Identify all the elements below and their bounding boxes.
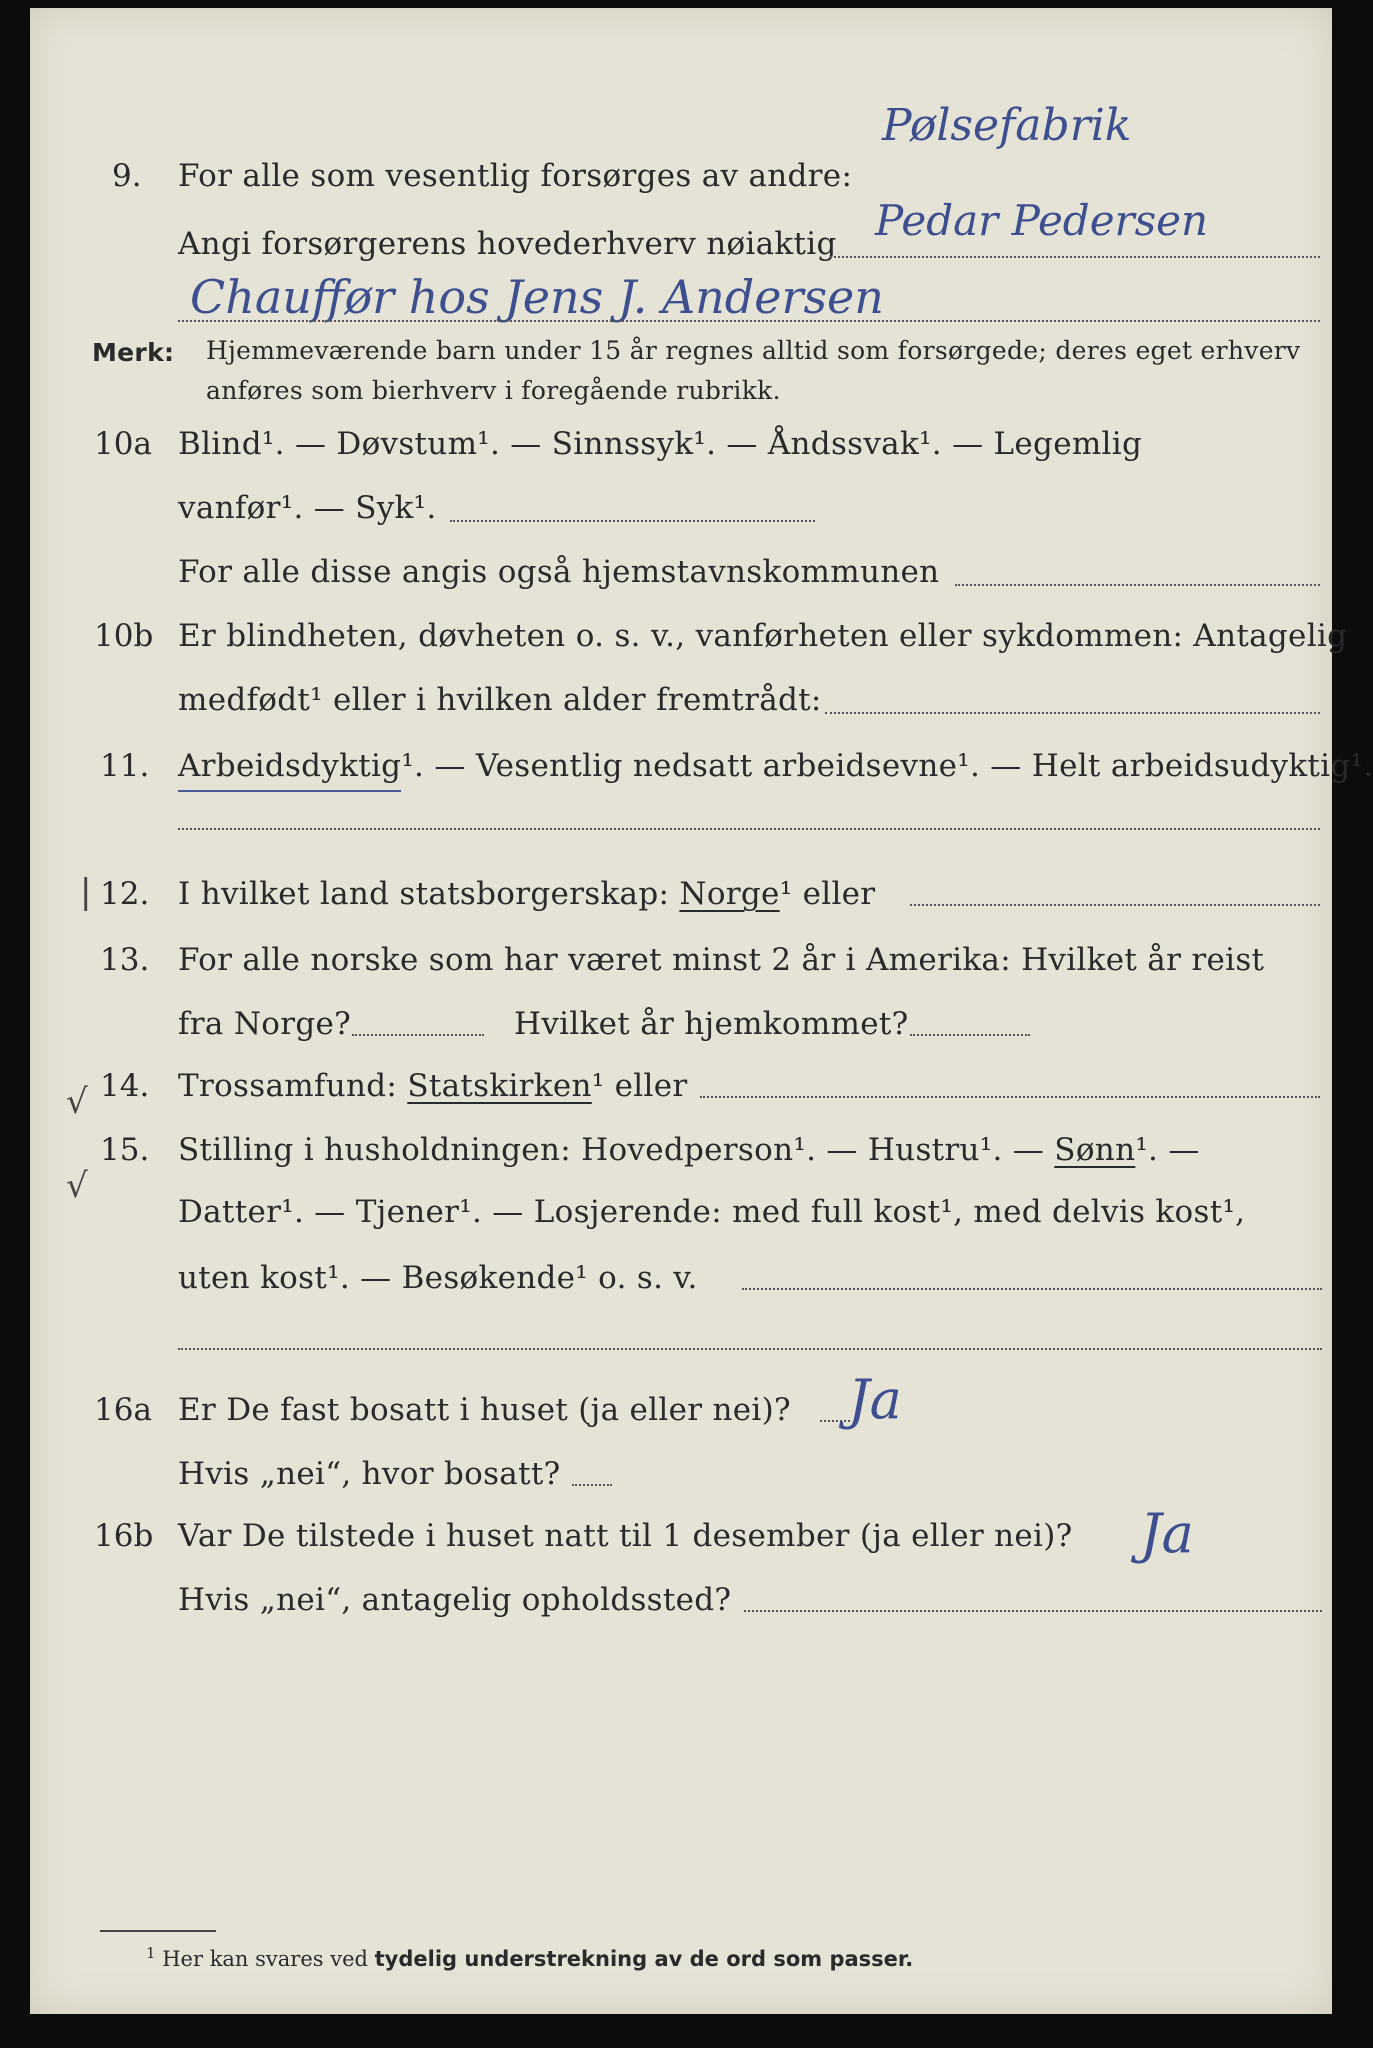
question-14-pre: Trossamfund:: [178, 1068, 398, 1104]
handwritten-occupation-top: Pølsefabrik: [882, 100, 1132, 151]
question-9-number: 9.: [112, 158, 142, 194]
question-15-line2: Datter¹. — Tjener¹. — Losjerende: med full kost¹, med delvis kost¹,: [178, 1194, 1246, 1230]
question-10a-line1: Blind¹. — Døvstum¹. — Sinnssyk¹. — Åndssvak¹. — Legemlig: [178, 426, 1143, 462]
question-9-dotted-line-2: [178, 320, 1320, 322]
question-13-line2b: Hvilket år hjemkommet?: [514, 1006, 909, 1042]
question-14-line: [178, 1068, 688, 1104]
question-12-post: ¹ eller: [779, 876, 876, 912]
question-11-number: 11.: [100, 748, 150, 784]
question-15-number: 15.: [100, 1132, 150, 1168]
question-10a-line2: vanfør¹. — Syk¹.: [178, 490, 437, 526]
question-10a-dotted-line: [450, 520, 815, 522]
question-10b-line2: medfødt¹ eller i hvilken alder fremtrådt:: [178, 682, 822, 718]
question-10a-line3: For alle disse angis også hjemstavnskommunen: [178, 554, 940, 590]
margin-mark-15: √: [66, 1166, 88, 1206]
question-10a-number: 10a: [94, 426, 152, 462]
question-13-line2a: fra Norge?: [178, 1006, 352, 1042]
question-13-dotted-line: [352, 1034, 484, 1036]
question-15-dotted-line-2: [178, 1348, 1322, 1350]
question-12-dotted-line: [910, 904, 1320, 906]
footnote-pre: Her kan svares ved: [162, 1947, 368, 1971]
option-norge: Norge: [679, 876, 780, 912]
question-14-post: ¹ eller: [591, 1068, 688, 1104]
question-16a-line2: Hvis „nei“, hvor bosatt?: [178, 1456, 561, 1492]
handwritten-provider-occupation: Chauffør hos Jens J. Andersen: [190, 270, 884, 324]
question-11-rest: ¹. — Vesentlig nedsatt arbeidsevne¹. — Helt arbeidsudyktig¹.: [401, 748, 1373, 784]
census-form-page: [30, 8, 1373, 2014]
question-14-dotted-line: [700, 1096, 1320, 1098]
question-15-dotted-line: [742, 1288, 1322, 1290]
merk-line2: anføres som bierhverv i foregående rubrikk.: [206, 376, 781, 405]
question-16a-line1: Er De fast bosatt i huset (ja eller nei)?: [178, 1392, 791, 1428]
question-12-number: 12.: [100, 876, 150, 912]
question-11-line: [178, 748, 1373, 784]
question-12-pre: I hvilket land statsborgerskap:: [178, 876, 670, 912]
handwritten-provider-name: Pedar Pedersen: [875, 196, 1209, 245]
option-sonn: Sønn: [1054, 1132, 1136, 1168]
question-13-number: 13.: [100, 942, 150, 978]
question-13-dotted-line-2: [910, 1034, 1030, 1036]
question-15-line1a: Stilling i husholdningen: Hovedperson¹. — Hustru¹. —: [178, 1132, 1045, 1168]
question-14-number: 14.: [100, 1068, 150, 1104]
question-9-line1: For alle som vesentlig forsørges av andre:: [178, 158, 853, 194]
footnote: [146, 1944, 913, 1971]
question-16b-dotted-line: [744, 1610, 1322, 1612]
question-15-line1: [178, 1132, 1200, 1168]
question-16b-line2: Hvis „nei“, antagelig opholdssted?: [178, 1582, 732, 1618]
question-9-dotted-line: [830, 256, 1320, 258]
option-arbeidsdyktig: Arbeidsdyktig: [178, 748, 401, 792]
question-10b-number: 10b: [94, 618, 154, 654]
merk-line1: Hjemmeværende barn under 15 år regnes alltid som forsørgede; deres eget erhverv: [206, 336, 1301, 365]
handwritten-answer-16a: Ja: [848, 1368, 902, 1431]
question-12-line: [178, 876, 875, 912]
footnote-mark: 1: [146, 1944, 156, 1962]
question-15-line1b: ¹. —: [1135, 1132, 1200, 1168]
footnote-bold: tydelig understrekning av de ord som passer.: [374, 1947, 914, 1971]
merk-label: Merk:: [92, 338, 175, 367]
question-15-line3: uten kost¹. — Besøkende¹ o. s. v.: [178, 1260, 698, 1296]
handwritten-answer-16b: Ja: [1140, 1502, 1194, 1565]
question-10a-dotted-line-2: [955, 584, 1320, 586]
question-13-line1: For alle norske som har været minst 2 år i Amerika: Hvilket år reist: [178, 942, 1265, 978]
footnote-rule: [100, 1930, 216, 1932]
margin-mark-14: √: [66, 1082, 88, 1122]
question-16b-line1: Var De tilstede i huset natt til 1 desember (ja eller nei)?: [178, 1518, 1073, 1554]
question-16b-number: 16b: [94, 1518, 154, 1554]
option-statskirken: Statskirken: [407, 1068, 592, 1104]
question-10b-line1: Er blindheten, døvheten o. s. v., vanførheten eller sykdommen: Antagelig: [178, 618, 1348, 654]
margin-mark-12: |: [80, 872, 92, 912]
question-16a-number: 16a: [94, 1392, 152, 1428]
question-9-line2: Angi forsørgerens hovederhverv nøiaktig: [178, 226, 837, 262]
question-11-dotted-line: [178, 828, 1320, 830]
question-16a-dotted-line-2: [572, 1484, 612, 1486]
question-10b-dotted-line: [825, 712, 1320, 714]
question-16a-dotted-line: [820, 1420, 850, 1422]
